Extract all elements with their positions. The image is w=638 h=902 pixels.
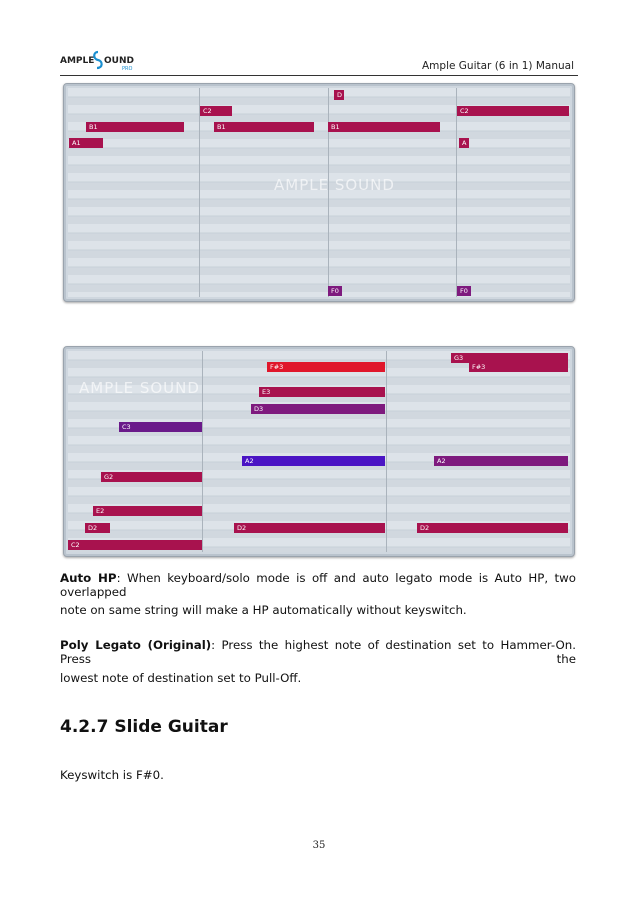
- note-label: A1: [69, 138, 103, 148]
- note-label: E3: [259, 387, 385, 397]
- note-label: G3: [451, 353, 568, 363]
- note-label: C2: [68, 540, 202, 550]
- note-label: F#3: [469, 362, 568, 372]
- auto-hp-text: : When keyboard/solo mode is off and auto legato mode is Auto HP, two overlapped: [60, 571, 576, 599]
- ample-sound-logo: [60, 49, 140, 71]
- svg-text:PRO: PRO: [122, 66, 133, 71]
- note-label: B1: [214, 122, 314, 132]
- header-title: Ample Guitar (6 in 1) Manual: [422, 60, 574, 72]
- note-label: F0: [328, 286, 342, 296]
- note-label: A2: [242, 456, 385, 466]
- piano-roll-2: [63, 346, 575, 557]
- note-label: D3: [251, 404, 385, 414]
- svg-text:OUND: OUND: [104, 56, 134, 66]
- watermark: AMPLE SOUND: [79, 379, 200, 397]
- poly-legato-paragraph-line1: [60, 638, 576, 666]
- piano-roll-1: [63, 83, 575, 302]
- keyswitch-text: Keyswitch is F#0.: [60, 768, 164, 782]
- watermark: AMPLE SOUND: [274, 176, 395, 194]
- auto-hp-label: Auto HP: [60, 571, 117, 585]
- note-label: A: [459, 138, 469, 148]
- note-label: D2: [417, 523, 568, 533]
- note-label: E2: [93, 506, 202, 516]
- bar-line: [199, 88, 200, 297]
- note-label: D: [334, 90, 344, 100]
- section-heading: 4.2.7 Slide Guitar: [60, 717, 228, 737]
- poly-legato-label: Poly Legato (Original): [60, 638, 212, 652]
- note-label: B1: [86, 122, 184, 132]
- note-label: C2: [200, 106, 232, 116]
- note-label: C3: [119, 422, 202, 432]
- page-number: 35: [312, 840, 326, 851]
- poly-legato-text: : Press the highest note of destination set to Hammer-On. Press the: [60, 638, 576, 666]
- note-label: F0: [457, 286, 471, 296]
- note-label: D2: [85, 523, 110, 533]
- bar-line: [386, 351, 387, 552]
- auto-hp-paragraph-line1: [60, 571, 576, 599]
- svg-text:AMPLE: AMPLE: [60, 56, 95, 66]
- poly-legato-paragraph-line2: lowest note of destination set to Pull-Off.: [60, 671, 302, 685]
- note-label: A2: [434, 456, 568, 466]
- bar-line: [202, 351, 203, 552]
- header-rule: [60, 75, 578, 76]
- bar-line: [456, 88, 457, 297]
- note-label: F#3: [267, 362, 385, 372]
- note-label: B1: [328, 122, 440, 132]
- auto-hp-paragraph-line2: note on same string will make a HP automatically without keyswitch.: [60, 603, 467, 617]
- note-label: D2: [234, 523, 385, 533]
- note-label: C2: [457, 106, 569, 116]
- note-label: G2: [101, 472, 202, 482]
